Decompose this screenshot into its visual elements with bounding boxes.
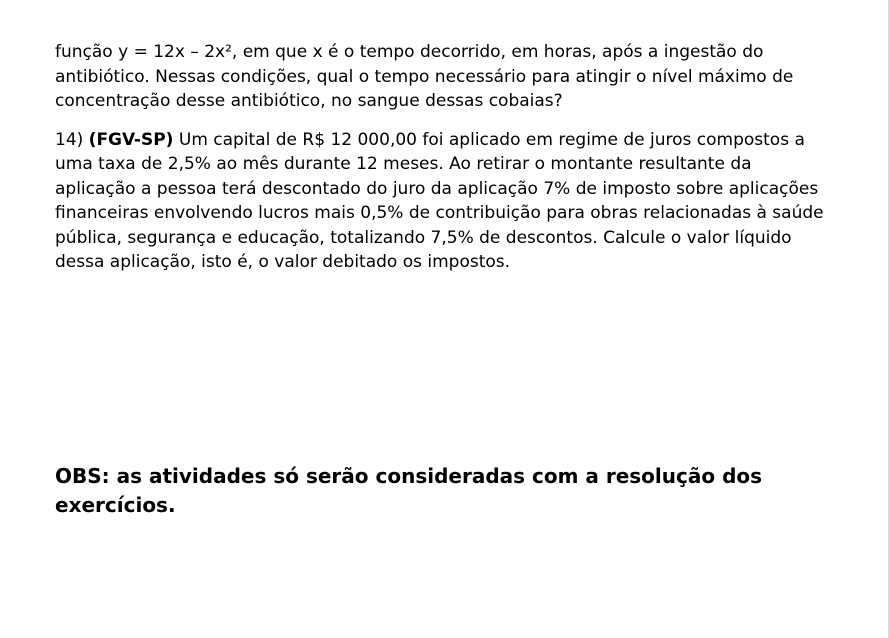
question-14-text: Um capital de R$ 12 000,00 foi aplicado em regime de juros compostos a uma taxa de 2,5% ao mês durante 12 meses. Ao retirar o montante resultante da aplicação a pessoa terá descontado do juro da aplicação 7% de imposto sobre aplicações financeiras envolvendo lucros mais 0,5% de contribuição para obras relacionadas à saúde pública, segurança e educação, totalizando 7,5% de descontos. Calcule o valor líquido dessa aplicação, isto é, o valor debitado os impostos. <box>55 129 824 272</box>
question-14-number: 14) <box>55 129 84 150</box>
question-14 <box>55 128 825 275</box>
question-14-source: (FGV-SP) <box>88 129 174 150</box>
document-body <box>55 40 825 275</box>
question-13-continuation: função y = 12x – 2x², em que x é o tempo decorrido, em horas, após a ingestão do antibiótico. Nessas condições, qual o tempo necessário para atingir o nível máximo de concentração desse antibiótico, no sangue dessas cobaias? <box>55 42 794 111</box>
obs-note: OBS: as atividades só serão consideradas com a resolução dos exercícios. <box>55 464 763 517</box>
